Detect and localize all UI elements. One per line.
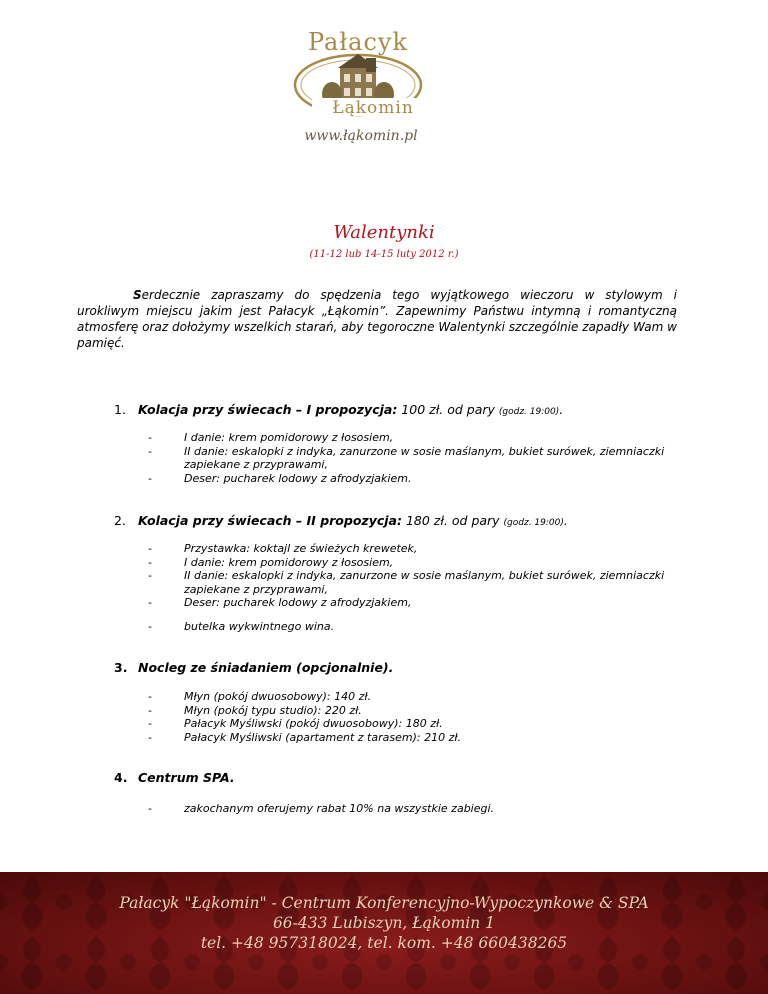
section-2-list [148, 542, 704, 633]
damask-pattern [0, 872, 768, 994]
list-item: - II danie: eskalopki z indyka, zanurzone w sosie maślanym, bukiet surówek, ziemniaczki zapiekane z przyprawami, [148, 569, 665, 596]
footer-phones: tel. +48 957318024, tel. kom. +48 660438265 [200, 934, 568, 952]
logo-url: www.łąkomin.pl [304, 128, 418, 144]
list-item: - II danie: eskalopki z indyka, zanurzone w sosie maślanym, bukiet surówek, ziemniaczki zapiekane z przyprawami, [148, 444, 665, 471]
page-title: Walentynki [333, 222, 435, 243]
logo-top-text: Pałacyk [307, 28, 408, 56]
list-item: - zakochanym oferujemy rabat 10% na wszystkie zabiegi. [148, 802, 495, 815]
list-item: - Młyn (pokój dwuosobowy): 140 zł. [148, 690, 372, 703]
logo-bottom-text: Łąkomin [332, 98, 414, 118]
section-title: Kolacja przy świecach – II propozycja: [138, 513, 402, 528]
list-item: - Przystawka: koktajl ze świeżych krewetek, [148, 542, 418, 555]
footer-banner [0, 872, 768, 994]
event-dates: (11-12 lub 14-15 luty 2012 r.) [309, 249, 459, 260]
list-item: - Pałacyk Myśliwski (pokój dwuosobowy): 180 zł. [148, 717, 443, 730]
section-title: Nocleg ze śniadaniem (opcjonalnie). [138, 660, 394, 675]
list-item: - Deser: pucharek lodowy z afrodyzjakiem. [148, 471, 412, 485]
intro-initial: S [133, 288, 142, 302]
section-hours: (godz. 19:00) [503, 518, 564, 528]
section-number: 1. [114, 402, 126, 417]
section-price: 180 zł. od pary [401, 513, 504, 528]
section-title: Centrum SPA. [138, 770, 235, 785]
intro-paragraph [77, 287, 677, 351]
section-number: 3. [114, 660, 128, 675]
section-4-list [148, 802, 704, 816]
section-3-list [148, 690, 704, 744]
footer-address: 66-433 Lubiszyn, Łąkomin 1 [272, 914, 496, 932]
section-number: 4. [114, 770, 128, 785]
section-1-list [148, 431, 704, 485]
list-item: - Deser: pucharek lodowy z afrodyzjakiem, [148, 596, 412, 609]
section-title: Kolacja przy świecach – I propozycja: [138, 402, 398, 417]
list-item: - I danie: krem pomidorowy z łososiem, [148, 555, 394, 569]
intro-text: erdecznie zapraszamy do spędzenia tego wyjątkowego wieczoru w stylowym i urokliwym miejscu jakim jest Pałacyk „Łąkomin”. Zapewnimy Państwu intymną i romantyczną atmosferę oraz dołożymy wszelkich starań, aby tegoroczne Walentynki szczególnie zapadły Wam w pamięć. [77, 288, 677, 350]
list-item: - I danie: krem pomidorowy z łososiem, [148, 431, 394, 444]
section-hours: (godz. 19:00) [498, 407, 560, 417]
footer-company: Pałacyk "Łąkomin" - Centrum Konferencyjno-Wypoczynkowe & SPA [119, 894, 649, 912]
list-item: - Pałacyk Myśliwski (apartament z tarasem): 210 zł. [148, 730, 462, 744]
list-item: - Młyn (pokój typu studio): 220 zł. [148, 703, 362, 717]
section-price: 100 zł. od pary [397, 402, 499, 417]
list-item: - butelka wykwintnego wina. [148, 619, 335, 633]
section-number: 2. [114, 513, 126, 528]
